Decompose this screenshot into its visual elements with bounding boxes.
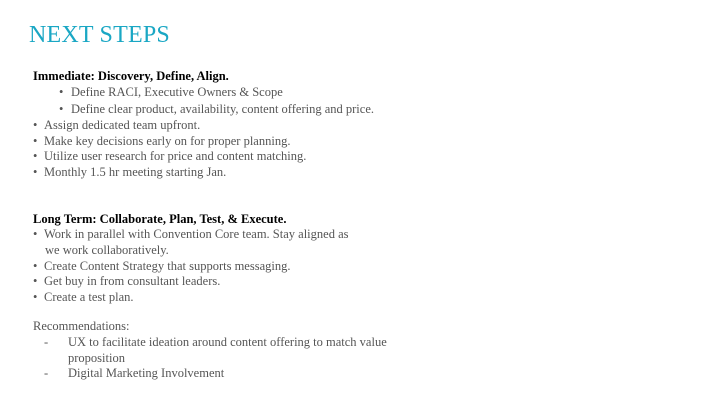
list-item: • Monthly 1.5 hr meeting starting Jan. — [33, 164, 227, 179]
list-item: • Utilize user research for price and content matching. — [33, 149, 307, 164]
bullet-icon: • — [33, 118, 38, 132]
bullet-icon: • — [33, 274, 38, 289]
list-item: - Digital Marketing Involvement — [44, 366, 225, 381]
slide-title: NEXT STEPS — [29, 22, 170, 48]
bullet-icon: • — [33, 258, 38, 273]
bullet-icon: • — [33, 164, 38, 179]
list-item: • Create Content Strategy that supports messaging. — [33, 258, 291, 273]
bullet-icon: • — [59, 85, 64, 99]
immediate-heading: Immediate: Discovery, Define, Align. — [33, 69, 229, 83]
list-item: • Work in parallel with Convention Core team. Stay aligned as — [33, 227, 349, 242]
bullet-icon: • — [33, 133, 38, 148]
list-item: • Get buy in from consultant leaders. — [33, 274, 221, 289]
list-item: • Assign dedicated team upfront. — [33, 118, 201, 132]
list-item: • Create a test plan. — [33, 289, 134, 304]
list-item-continuation: proposition — [68, 350, 125, 365]
slide-body — [33, 68, 673, 382]
bullet-icon: • — [33, 227, 38, 242]
long-term-heading: Long Term: Collaborate, Plan, Test, & Execute. — [33, 212, 287, 227]
recommendations-heading: Recommendations: — [33, 319, 130, 334]
bullet-icon: • — [59, 102, 64, 116]
sub-item: • Define RACI, Executive Owners & Scope — [59, 85, 283, 99]
bullet-icon: • — [33, 149, 38, 164]
dash-icon: - — [44, 366, 49, 381]
bullet-icon: • — [33, 289, 38, 304]
list-item: - UX to facilitate ideation around content offering to match value — [44, 334, 387, 349]
sub-item: • Define clear product, availability, content offering and price. — [59, 102, 374, 116]
list-item-continuation: we work collaboratively. — [45, 242, 169, 257]
dash-icon: - — [44, 334, 49, 349]
list-item: • Make key decisions early on for proper planning. — [33, 133, 291, 148]
